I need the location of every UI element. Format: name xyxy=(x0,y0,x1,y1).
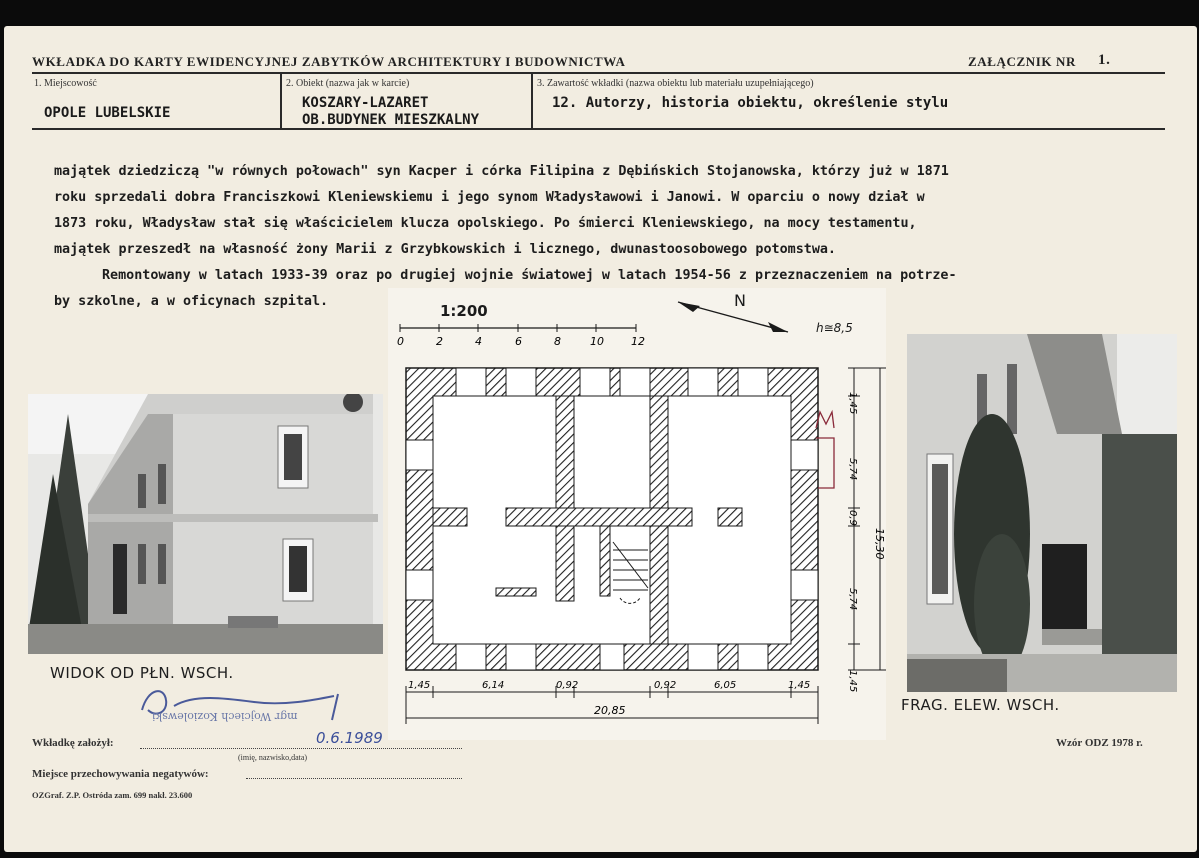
plan-scale: 1:200 xyxy=(440,302,488,320)
scale-tick-label: 12 xyxy=(631,335,645,348)
dim-right-label: 5,74 xyxy=(847,458,858,481)
plan-dimensions-right xyxy=(847,368,886,692)
plan-height: h≅8,5 xyxy=(816,321,853,335)
dim-right-label: 0,9 xyxy=(847,510,858,526)
scale-tick-label: 8 xyxy=(554,335,561,348)
body-line-5: Remontowany w latach 1933-39 oraz po drugiej wojnie światowej w latach 1954-56 z przeznaczeniem na potrze- xyxy=(102,268,957,283)
attachment-number: 1. xyxy=(1098,52,1111,68)
scale-tick-label: 0 xyxy=(397,335,404,348)
dim-total-width: 20,85 xyxy=(594,704,626,717)
photo-east-elevation xyxy=(907,334,1177,692)
record-card xyxy=(4,26,1197,852)
dim-right-label: 5,74 xyxy=(847,588,858,611)
dim-bottom-label: 1,45 xyxy=(408,680,431,691)
field-2-value-line1: KOSZARY-LAZARET xyxy=(302,95,429,111)
scale-tick-label: 6 xyxy=(515,335,522,348)
north-arrow-icon xyxy=(678,302,788,332)
author-stamp: mgr Wojciech Koziolewski xyxy=(152,710,298,723)
fields-rule xyxy=(32,128,1165,130)
body-line-1: majątek dziedziczą "w równych połowach" syn Kacper i córka Filipina z Dębińskich Stojanowska, którzy już w 1871 xyxy=(54,164,949,179)
photo-northeast-view xyxy=(28,394,383,654)
form-code: Wzór ODZ 1978 r. xyxy=(1056,737,1143,749)
field-2-label: 2. Obiekt (nazwa jak w karcie) xyxy=(286,78,410,89)
body-line-4: majątek przeszedł na własność żony Marii z Grzybkowskich i licznego, dwunastoosobowego potomstwa. xyxy=(54,242,836,257)
author-field-line xyxy=(140,748,462,749)
dim-total-depth: 15,30 xyxy=(873,528,886,560)
field-1-label: 1. Miejscowość xyxy=(34,78,97,89)
dim-bottom-label: 0,92 xyxy=(654,680,677,691)
scale-tick-label: 10 xyxy=(590,335,604,348)
dim-bottom-label: 6,14 xyxy=(482,680,505,691)
dim-right-label: 1,45 xyxy=(847,670,858,693)
field-3-label: 3. Zawartość wkładki (nazwa obiektu lub materiału uzupełniającego) xyxy=(537,78,814,89)
author-label: Wkładkę założył: xyxy=(32,737,114,749)
plan-dimensions-bottom xyxy=(406,680,818,724)
floor-plan xyxy=(388,288,886,740)
storage-label: Miejsce przechowywania negatywów: xyxy=(32,768,209,780)
dim-bottom-label: 1,45 xyxy=(788,680,811,691)
dim-bottom-label: 6,05 xyxy=(714,680,737,691)
field-divider xyxy=(280,74,282,130)
header-rule xyxy=(32,72,1165,74)
attachment-label: ZAŁĄCZNIK NR xyxy=(968,54,1076,69)
printer-info: OZGraf. Z.P. Ostróda zam. 699 nakł. 23.600 xyxy=(32,790,193,800)
field-3-value: 12. Autorzy, historia obiektu, określenie stylu xyxy=(552,95,949,111)
body-line-3: 1873 roku, Władysław stał się właścicielem klucza opolskiego. Po śmierci Kleniewskiego, na mocy testamentu, xyxy=(54,216,917,231)
building-outline xyxy=(406,368,834,670)
dim-right-label: 1,45 xyxy=(847,392,858,415)
body-line-6: by szkolne, a w oficynach szpital. xyxy=(54,294,329,309)
scale-tick-label: 2 xyxy=(436,335,443,348)
scale-tick-label: 4 xyxy=(475,335,482,348)
body-line-2: roku sprzedali dobra Franciszkowi Kleniewskiemu i jego synom Władysławowi i Janowi. W oparciu o nowy dział w xyxy=(54,190,925,205)
field-divider xyxy=(531,74,533,130)
form-title: WKŁADKA DO KARTY EWIDENCYJNEJ ZABYTKÓW ARCHITEKTURY I BUDOWNICTWA xyxy=(32,54,626,69)
field-2-value-line2: OB.BUDYNEK MIESZKALNY xyxy=(302,112,480,128)
dim-bottom-label: 0,92 xyxy=(556,680,579,691)
north-label: N xyxy=(734,291,746,310)
caption-right-photo: FRAG. ELEW. WSCH. xyxy=(901,696,1060,714)
caption-left-photo: WIDOK OD PŁN. WSCH. xyxy=(50,664,234,682)
field-1-value: OPOLE LUBELSKIE xyxy=(44,105,171,121)
author-note: (imię, nazwisko,data) xyxy=(238,753,308,762)
author-date: 0.6.1989 xyxy=(316,729,383,747)
storage-field-line xyxy=(246,778,462,779)
